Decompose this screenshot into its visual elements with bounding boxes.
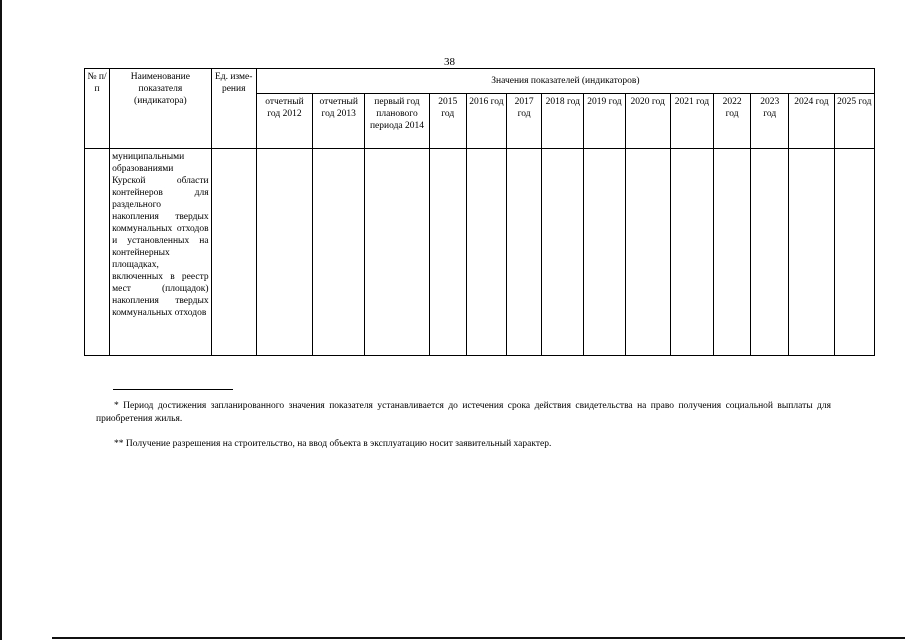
row-value-cell [584,149,625,356]
header-year-column: отчетный год 2013 [313,94,365,149]
row-value-cell [713,149,750,356]
header-year-column: 2024 год [789,94,834,149]
header-year-column: 2016 год [466,94,506,149]
row-indicator-name: муниципальными образованиями Курской области контейнеров для раздельного накопления твердых коммунальных отходов и установленных на контейнерных площадках, включенных в реестр мест (площадок) накопления твердых коммунальных отходов [110,149,211,356]
row-value-cell [466,149,506,356]
header-year-column: 2015 год [429,94,466,149]
header-indicator-name: Наименование показателя (индикатора) [110,69,211,149]
row-unit [211,149,256,356]
row-value-cell [507,149,542,356]
footnote-2: ** Получение разрешения на строительство, на ввод объекта в эксплуатацию носит заявительный характер. [114,439,552,449]
header-year-column: 2019 год [584,94,625,149]
row-value-cell [834,149,874,356]
scan-border-bottom [52,637,905,639]
page-number: 38 [444,56,455,68]
header-year-column: 2025 год [834,94,874,149]
header-number: № п/п [85,69,110,149]
header-year-column: 2022 год [713,94,750,149]
indicators-table [84,68,875,356]
footnote-divider [113,389,233,390]
footnote-1: * Период достижения запланированного значения показателя устанавливается до истечения срока действия свидетельства на право получения социальной выплаты для приобретения жилья. [96,401,831,424]
header-year-column: отчетный год 2012 [256,94,312,149]
row-value-cell [751,149,789,356]
row-value-cell [670,149,713,356]
row-value-cell [256,149,312,356]
header-unit: Ед. изме-рения [211,69,256,149]
header-year-column: 2023 год [751,94,789,149]
row-value-cell [625,149,670,356]
scan-border-left [0,0,2,640]
header-values-group: Значения показателей (индикаторов) [256,69,874,94]
row-number [85,149,110,356]
row-value-cell [542,149,584,356]
header-year-column: 2020 год [625,94,670,149]
header-year-column: первый год планового периода 2014 [365,94,429,149]
row-value-cell [313,149,365,356]
row-value-cell [365,149,429,356]
header-year-column: 2021 год [670,94,713,149]
row-value-cell [789,149,834,356]
row-value-cell [429,149,466,356]
table-row [85,149,875,356]
header-year-column: 2018 год [542,94,584,149]
header-year-column: 2017 год [507,94,542,149]
